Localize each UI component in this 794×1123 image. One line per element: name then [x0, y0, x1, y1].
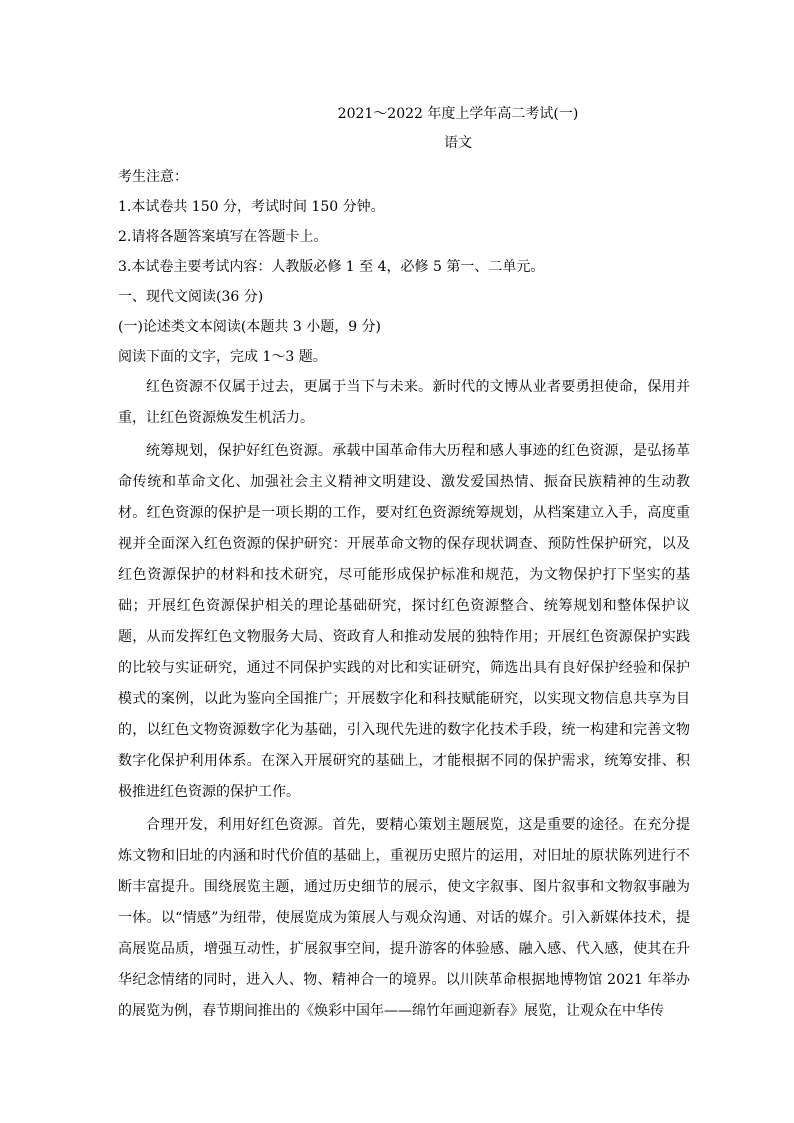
notice-item: 1.本试卷共 150 分，考试时间 150 分钟。 — [118, 199, 385, 215]
notice-heading: 考生注意： — [118, 169, 188, 185]
notice-item: 3.本试卷主要考试内容：人教版必修 1 至 4，必修 5 第一、二单元。 — [118, 259, 545, 275]
notice-item: 2.请将各题答案填写在答题卡上。 — [118, 229, 328, 245]
passage-paragraph: 合理开发，利用好红色资源。首先，要精心策划主题展览，这是重要的途径。在充分提炼文物和旧址的内涵和时代价值的基础上，重视历史照片的运用，对旧址的原状陈列进行不断丰富提升。围绕展览主题，通过历史细节的展示，使文字叙事、图片叙事和文物叙事融为一体。以“情感”为纽带，使展览成为策展人与观众沟通、对话的媒介。引入新媒体技术，提高展览品质，增强互动性，扩展叙事空间，提升游客的体验感、融入感、代入感，使其在升华纪念情绪的同时，进入人、物、精神合一的境界。以川陕革命根据地博物馆 2021 年举办的展览为例，春节期间推出的《焕彩中国年——绵竹年画迎新春》展览，让观众在中华传 — [118, 817, 690, 1019]
passage-paragraph: 红色资源不仅属于过去，更属于当下与未来。新时代的文博从业者要勇担使命，保用并重，让红色资源焕发生机活力。 — [118, 379, 690, 426]
section-subheading: (一)论述类文本阅读(本题共 3 小题，9 分) — [118, 319, 382, 335]
subject-title: 语文 — [444, 135, 472, 151]
passage-paragraph: 统筹规划，保护好红色资源。承载中国革命伟大历程和感人事迹的红色资源，是弘扬革命传统和革命文化、加强社会主义精神文明建设、激发爱国热情、振奋民族精神的生动教材。红色资源的保护是一项长期的工作，要对红色资源统筹规划，从档案建立入手，高度重视并全面深入红色资源的保护研究：开展革命文物的保存现状调查、预防性保护研究，以及红色资源保护的材料和技术研究，尽可能形成保护标准和规范，为文物保护打下坚实的基础；开展红色资源保护相关的理论基础研究，探讨红色资源整合、统筹规划和整体保护议题，从而发挥红色文物服务大局、资政育人和推动发展的独特作用；开展红色资源保护实践的比较与实证研究，通过不同保护实践的对比和实证研究，筛选出具有良好保护经验和保护模式的案例，以此为鉴向全国推广；开展数字化和科技赋能研究，以实现文物信息共享为目的，以红色文物资源数字化为基础，引入现代先进的数字化技术手段，统一构建和完善文物数字化保护利用体系。在深入开展研究的基础上，才能根据不同的保护需求，统筹安排、积极推进红色资源的保护工作。 — [118, 443, 690, 800]
exam-title: 2021～2022 年度上学年高二考试(一) — [337, 106, 579, 122]
section-heading: 一、现代文阅读(36 分) — [118, 289, 264, 305]
reading-instruction: 阅读下面的文字，完成 1～3 题。 — [118, 349, 327, 365]
